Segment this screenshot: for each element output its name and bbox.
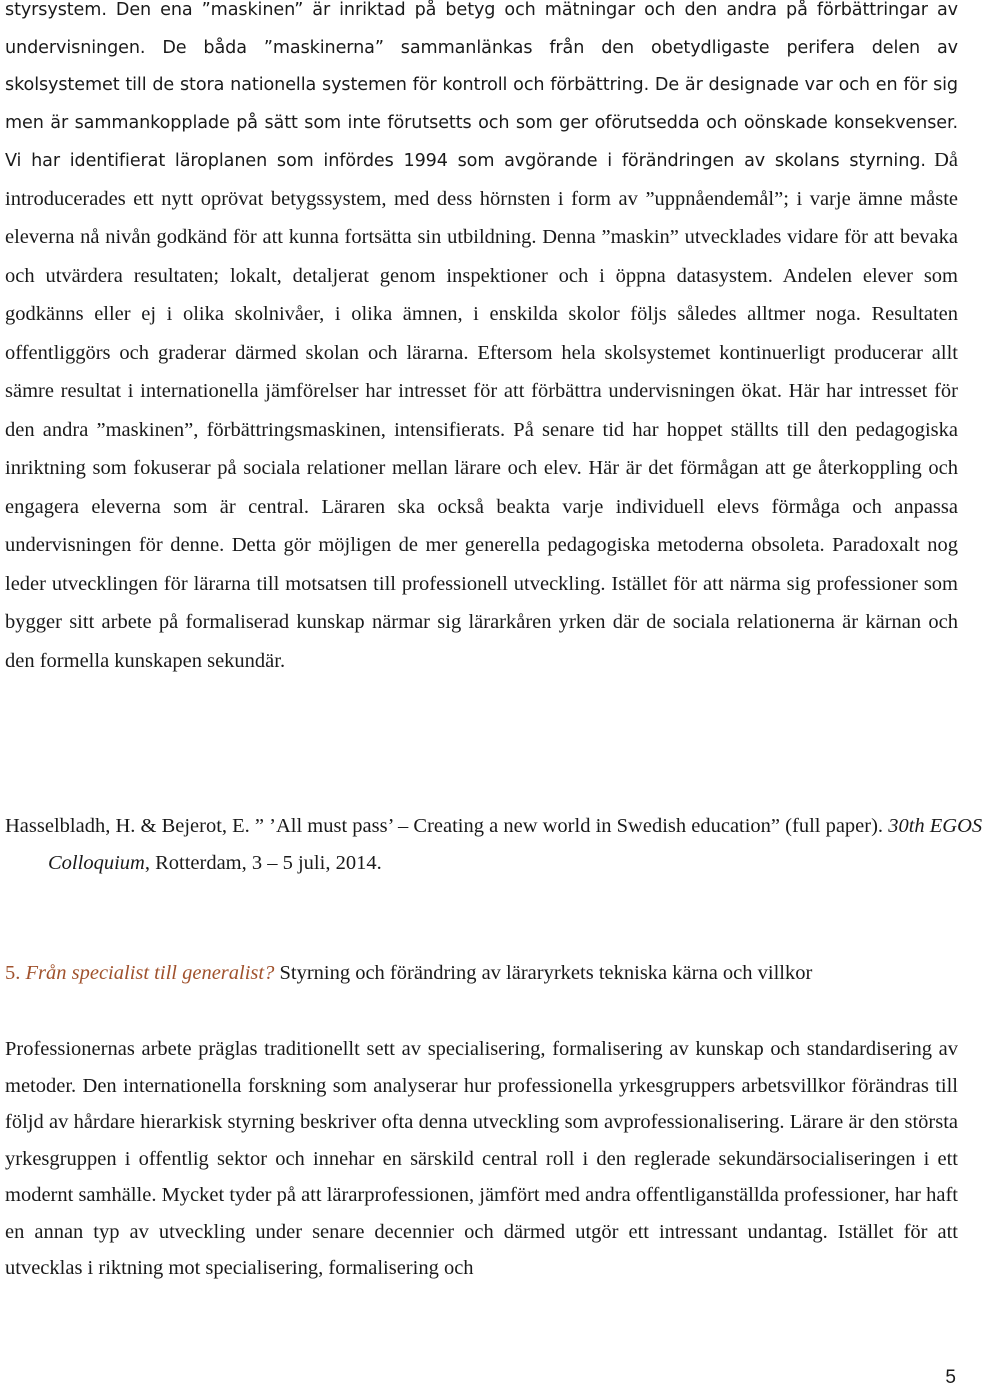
- reference-entry: [5, 808, 1001, 881]
- section-number: 5.: [5, 962, 26, 984]
- paragraph-sans-part: styrsystem. Den ena ”maskinen” är inriktad på betyg och mätningar och den andra på förbättringar av undervisningen. De båda ”maskinerna” sammanlänkas från den obetydligaste perifera delen av skolsystemet till de stora nationella systemen för kontroll och förbättring. De är designade var och en för sig men är sammankopplade på sätt som inte förutsetts och som ger oförutsedda och oönskade konsekvenser. Vi har identifierat läroplanen som infördes 1994 som avgörande i förändringen av skolans styrning.: [5, 0, 958, 171]
- section-subtitle: Styrning och förändring av läraryrkets tekniska kärna och villkor: [274, 962, 813, 984]
- page-number: 5: [945, 1367, 956, 1388]
- paragraph-serif-part: Då introducerades ett nytt oprövat betygssystem, med dess hörnsten i form av ”uppnåendemål”; i varje ämne måste eleverna nå nivån godkänd för att kunna fortsätta sin utbildning. Denna ”maskin” utvecklades vidare för att bevaka och utvärdera resultaten; lokalt, detaljerat genom inspektioner och i öppna datasystem. Andelen elever som godkänns eller ej i olika skolnivåer, i olika ämnen, i enskilda skolor följs således alltmer noga. Resultaten offentliggörs och graderar därmed skolan och lärarna. Eftersom hela skolsystemet kontinuerligt producerar allt sämre resultat i internationella jämförelser har intresset för att förbättra undervisningen ökat. Här har intresset för den andra ”maskinen”, förbättringsmaskinen, intensifierats. På senare tid har hoppet ställts till den pedagogiska inriktning som fokuserar på sociala relationer mellan lärare och elev. Här är det förmågan att ge återkoppling och engagera eleverna som är central. Läraren ska också beakta varje individuell elevs förmåga och anpassa undervisningen för denne. Detta gör möjligen de mer generella pedagogiska metoderna obsoleta. Paradoxalt nog leder utvecklingen för lärarna till motsatsen till professionell utveckling. Istället för att närma sig professioner som bygger sitt arbete på formaliserad kunskap närmar sig lärarkåren yrken där de sociala relationerna är kärnan och den formella kunskapen sekundär.: [5, 149, 958, 672]
- body-paragraph-1: [5, 0, 958, 681]
- reference-authors: Hasselbladh, H. & Bejerot, E. ” ’All must pass’ – Creating a new world in Swedish education” (full paper).: [5, 815, 889, 837]
- body-paragraph-2: Professionernas arbete präglas traditionellt sett av specialisering, formalisering av kunskap och standardisering av metoder. Den internationella forskning som analyserar hur professionella yrkesgruppers arbetsvillkor förändras till följd av hårdare hierarkisk styrning beskriver ofta denna utveckling som avprofessionalisering. Lärare är den största yrkesgruppen i offentlig sektor och innehar en särskild central roll i den reglerade sekundärsocialiseringen i ett modernt samhälle. Mycket tyder på att lärarprofessionen, jämfört med andra offentliganställda professioner, har haft en annan typ av utveckling under senare decennier och därmed utgör ett intressant undantag. Istället för att utvecklas i riktning mot specialisering, formalisering och: [5, 1038, 958, 1279]
- section-title: Från specialist till generalist?: [25, 962, 275, 984]
- section-heading: [5, 955, 958, 991]
- reference-venue: 30th EGOS Colloquium: [48, 815, 983, 874]
- reference-rest: , Rotterdam, 3 – 5 juli, 2014.: [144, 851, 382, 874]
